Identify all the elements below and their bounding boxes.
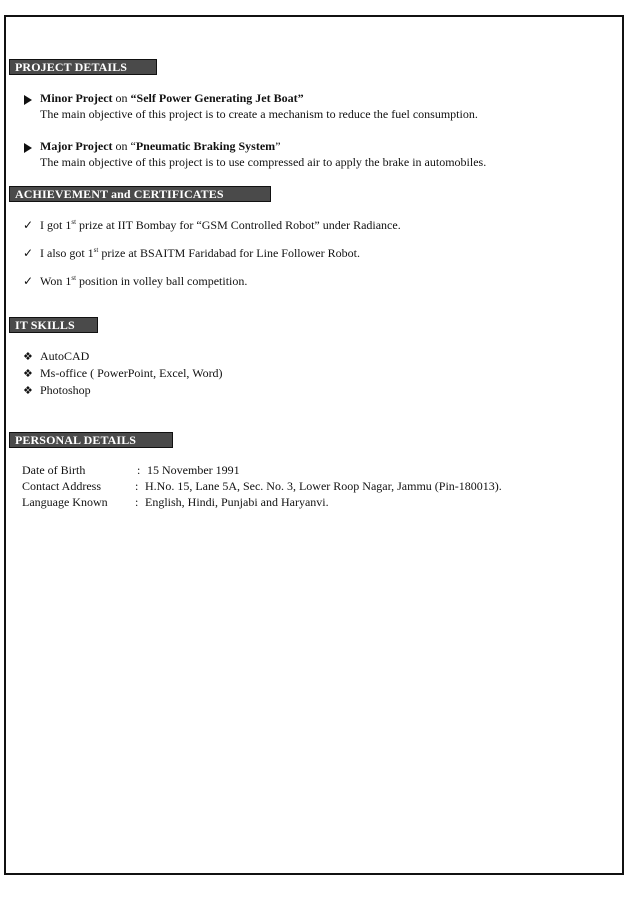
project-title: Minor Project xyxy=(40,91,113,105)
separator: : xyxy=(135,495,139,509)
dob-value: 15 November 1991 xyxy=(147,463,240,477)
arrow-bullet-icon xyxy=(24,141,32,156)
achievement-text: prize at IIT Bombay for “GSM Controlled Robot” under Radiance. xyxy=(76,218,401,232)
separator: : xyxy=(135,479,139,493)
separator: : xyxy=(137,463,141,477)
ordinal-suffix: st xyxy=(71,274,77,282)
personal-details-header: PERSONAL DETAILS xyxy=(9,432,173,448)
minor-project-line xyxy=(40,91,304,106)
project-name: Pneumatic Braking System xyxy=(135,139,276,153)
check-bullet-icon: ✓ xyxy=(23,218,34,232)
achievement-text: I also got 1 xyxy=(40,246,94,260)
ordinal-suffix: st xyxy=(93,246,99,254)
achievement-item xyxy=(40,246,360,261)
ordinal-suffix: st xyxy=(71,218,77,226)
achievement-item xyxy=(40,274,247,289)
project-name-tail: ” xyxy=(275,139,281,153)
diamond-bullet-icon: ❖ xyxy=(23,367,33,380)
skill-item: AutoCAD xyxy=(40,349,90,363)
major-project-description: The main objective of this project is to use compressed air to apply the brake in automobiles. xyxy=(40,155,487,169)
skill-item: Ms-office ( PowerPoint, Excel, Word) xyxy=(40,366,223,380)
language-label: Language Known xyxy=(22,495,108,509)
achievement-text: prize at BSAITM Faridabad for Line Follower Robot. xyxy=(98,246,360,260)
project-title: Major Project xyxy=(40,139,113,153)
diamond-bullet-icon: ❖ xyxy=(23,384,33,397)
diamond-bullet-icon: ❖ xyxy=(23,350,33,363)
it-skills-header: IT SKILLS xyxy=(9,317,98,333)
address-label: Contact Address xyxy=(22,479,101,493)
address-value: H.No. 15, Lane 5A, Sec. No. 3, Lower Roop Nagar, Jammu (Pin-180013). xyxy=(145,479,502,493)
achievement-text: Won 1 xyxy=(40,274,72,288)
achievement-item xyxy=(40,218,401,233)
achievement-text: I got 1 xyxy=(40,218,72,232)
language-value: English, Hindi, Punjabi and Haryanvi. xyxy=(145,495,329,509)
dob-label: Date of Birth xyxy=(22,463,86,477)
project-on: on “ xyxy=(112,139,136,153)
achievement-text: position in volley ball competition. xyxy=(76,274,248,288)
project-name: “Self Power Generating Jet Boat” xyxy=(130,91,304,105)
check-bullet-icon: ✓ xyxy=(23,274,34,288)
arrow-bullet-icon xyxy=(24,93,32,108)
project-on: on xyxy=(112,91,131,105)
achievements-header: ACHIEVEMENT and CERTIFICATES xyxy=(9,186,271,202)
minor-project-description: The main objective of this project is to create a mechanism to reduce the fuel consumption. xyxy=(40,107,478,121)
check-bullet-icon: ✓ xyxy=(23,246,34,260)
major-project-line xyxy=(40,139,281,154)
skill-item: Photoshop xyxy=(40,383,91,397)
project-details-header: PROJECT DETAILS xyxy=(9,59,157,75)
